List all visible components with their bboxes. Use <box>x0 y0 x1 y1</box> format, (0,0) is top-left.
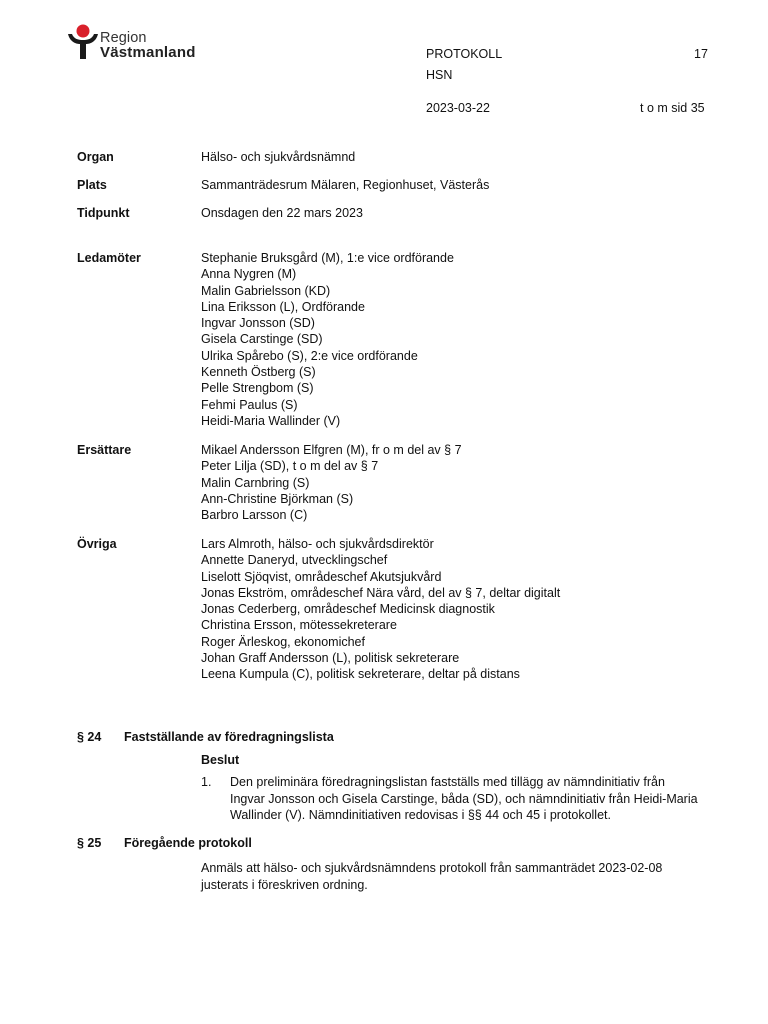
list-item: Jonas Ekström, områdeschef Nära vård, del av § 7, deltar digitalt <box>201 585 561 600</box>
list-item: Jonas Cederberg, områdeschef Medicinsk diagnostik <box>201 602 495 617</box>
page-range: t o m sid 35 <box>640 101 705 115</box>
list-item: Christina Ersson, mötessekreterare <box>201 618 397 633</box>
ovriga-list <box>201 536 560 683</box>
list-item: Annette Daneryd, utvecklingschef <box>201 553 388 568</box>
list-item: Heidi-Maria Wallinder (V) <box>201 413 341 428</box>
decision-list <box>201 774 701 824</box>
region-logo-icon <box>66 24 98 62</box>
list-item: Peter Lilja (SD), t o m del av § 7 <box>201 459 379 474</box>
list-item: Ingvar Jonsson (SD) <box>201 316 315 331</box>
list-item: Ann-Christine Björkman (S) <box>201 491 354 506</box>
decision-text: Den preliminära föredragningslistan fastställs med tillägg av nämndinitiativ från Ingvar Jonsson och Gisela Carstinge, båda (SD), och nämndinitiativ från Heidi-Maria Wallinder (V). Nämndinitiativen redovisas i §§ 44 och 45 i protokollet. <box>230 775 698 822</box>
tidpunkt-value: Onsdagen den 22 mars 2023 <box>201 206 363 220</box>
list-item: Barbro Larsson (C) <box>201 508 308 523</box>
list-item: Kenneth Östberg (S) <box>201 365 316 380</box>
list-item: Johan Graff Andersson (L), politisk sekreterare <box>201 651 460 666</box>
section-24-title: Fastställande av föredragningslista <box>124 730 334 744</box>
meeting-date: 2023-03-22 <box>426 101 490 115</box>
page-number: 17 <box>694 47 708 61</box>
list-item: Ulrika Spårebo (S), 2:e vice ordförande <box>201 348 418 363</box>
list-item: Anna Nygren (M) <box>201 267 297 282</box>
plats-value: Sammanträdesrum Mälaren, Regionhuset, Västerås <box>201 178 490 192</box>
logo-text-region: Region <box>100 30 147 46</box>
list-item: Lars Almroth, hälso- och sjukvårdsdirektör <box>201 537 434 551</box>
list-item: Fehmi Paulus (S) <box>201 397 298 412</box>
logo-text-vastmanland: Västmanland <box>100 44 196 61</box>
organ-value: Hälso- och sjukvårdsnämnd <box>201 150 356 164</box>
list-item: Gisela Carstinge (SD) <box>201 332 323 347</box>
ledamoter-list <box>201 250 454 429</box>
list-item: Pelle Strengbom (S) <box>201 381 314 396</box>
list-item: Mikael Andersson Elfgren (M), fr o m del av § 7 <box>201 443 462 457</box>
decision-heading: Beslut <box>201 753 240 767</box>
tidpunkt-label: Tidpunkt <box>77 206 130 220</box>
list-item: Roger Ärleskog, ekonomichef <box>201 634 365 649</box>
list-item: Malin Carnbring (S) <box>201 475 310 490</box>
ersattare-label: Ersättare <box>77 443 132 457</box>
decision-item <box>201 774 701 824</box>
section-25-title: Föregående protokoll <box>124 836 252 850</box>
doc-type: PROTOKOLL <box>426 47 503 61</box>
section-24-number: § 24 <box>77 730 102 744</box>
ledamoter-label: Ledamöter <box>77 251 141 265</box>
committee-code: HSN <box>426 68 453 82</box>
section-25-number: § 25 <box>77 836 102 850</box>
list-item: Stephanie Bruksgård (M), 1:e vice ordförande <box>201 251 454 265</box>
list-item: Lina Eriksson (L), Ordförande <box>201 299 365 314</box>
section-25-text: Anmäls att hälso- och sjukvårdsnämndens protokoll från sammanträdet 2023-02-08 justerats i föreskriven ordning. <box>201 861 663 892</box>
ovriga-label: Övriga <box>77 537 117 551</box>
plats-label: Plats <box>77 178 107 192</box>
ersattare-list <box>201 442 462 523</box>
region-logo <box>66 24 216 64</box>
list-item: Leena Kumpula (C), politisk sekreterare, deltar på distans <box>201 667 520 682</box>
list-item: Malin Gabrielsson (KD) <box>201 283 331 298</box>
decision-number: 1. <box>201 775 212 789</box>
organ-label: Organ <box>77 150 114 164</box>
list-item: Liselott Sjöqvist, områdeschef Akutsjukvård <box>201 569 442 584</box>
